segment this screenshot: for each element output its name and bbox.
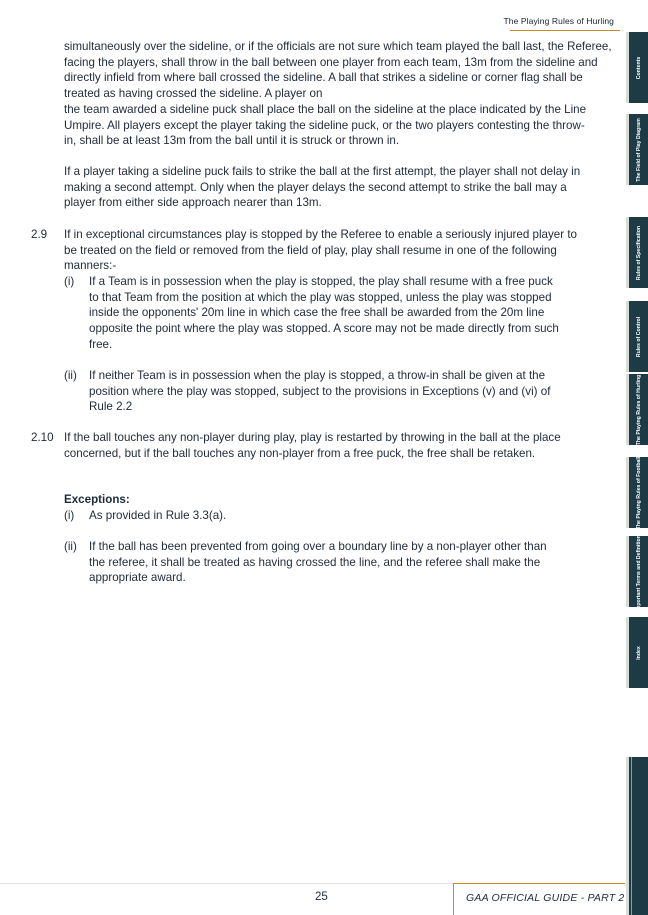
subclause-number-i: (i) <box>64 275 75 288</box>
header-rule <box>510 30 620 31</box>
footer-rule <box>0 883 453 884</box>
subclause-number-ii: (ii) <box>64 369 77 382</box>
footer-accent-rule <box>453 883 625 884</box>
running-header: The Playing Rules of Hurling <box>503 16 614 26</box>
footer-divider <box>453 883 454 915</box>
tab-rules-of-control[interactable]: Rules of Control <box>626 301 648 372</box>
rule-text-2-10: If the ball touches any non-player during play, play is restarted by throwing in the ball at the place concerned, but if the ball touches any non-player from a free puck, the free shall be retaken. <box>64 431 561 460</box>
rule-text-2-9: If in exceptional circumstances play is stopped by the Referee to enable a seriously injured player to be treated on the field or removed from the field of play, play shall resume in one of the following manners:- <box>64 228 577 273</box>
tab-contents[interactable]: Contents <box>626 32 648 103</box>
tab-field-of-play-diagram[interactable]: The Field of Play Diagram <box>626 114 648 185</box>
tab-important-terms-and-definitions[interactable]: Important Terms and Definitions <box>626 536 648 607</box>
rule-number-2-10: 2.10 <box>31 431 54 444</box>
rule-number-2-9: 2.9 <box>31 228 48 241</box>
tab-index[interactable]: Index <box>626 617 648 688</box>
paragraph-sideline-puck: the team awarded a sideline puck shall place the ball on the sideline at the place indicated by the Line Umpire. All players except the player taking the sideline puck, or the two players contesting the throw-in, shall be at least 13m from the ball until it is struck or thrown in. <box>64 103 587 148</box>
exception-text-ii: If the ball has been prevented from going over a boundary line by a non-player other than the referee, it shall be treated as having crossed the line, and the referee shall make the appropriate award. <box>89 540 547 585</box>
publication-title: GAA OFFICIAL GUIDE - PART 2 <box>466 892 625 904</box>
page-number: 25 <box>315 891 328 903</box>
tab-playing-rules-of-football[interactable]: The Playing Rules of Football <box>626 457 648 528</box>
subclause-text-i: If a Team is in possession when the play is stopped, the play shall resume with a free puck to that Team from the position at which the play was stopped, unless the play was stopped inside the opponents' 20m line in which case the free shall be awarded from the 20m line opposite the point where the play was stopped. A score may not be made directly from such free. <box>89 275 559 351</box>
tab-strip-bottom <box>626 757 648 915</box>
exception-number-ii: (ii) <box>64 540 77 553</box>
exceptions-heading: Exceptions: <box>64 493 130 506</box>
tab-playing-rules-of-hurling[interactable]: The Playing Rules of Hurling <box>626 374 648 445</box>
paragraph-second-attempt: If a player taking a sideline puck fails to strike the ball at the first attempt, the player shall not delay in making a second attempt. Only when the player delays the second attempt to strike the ball may a player from either side approach nearer than 13m. <box>64 165 581 210</box>
exception-text-i: As provided in Rule 3.3(a). <box>89 509 227 522</box>
subclause-text-ii: If neither Team is in possession when the play is stopped, a throw-in shall be given at the position where the play was stopped, subject to the provisions in Exceptions (v) and (vi) of Rule 2.2 <box>89 369 551 414</box>
tab-rules-of-specification[interactable]: Rules of Specification <box>626 217 648 288</box>
exception-number-i: (i) <box>64 509 75 522</box>
paragraph-sideline-continued: simultaneously over the sideline, or if the officials are not sure which team played the ball last, the Referee, facing the players, shall throw in the ball between one player from each team, 13m from the sideline and directly infield from where ball crossed the sideline. A ball that strikes a sideline or corner flag shall be treated as having crossed the sideline. A player on <box>64 40 612 101</box>
